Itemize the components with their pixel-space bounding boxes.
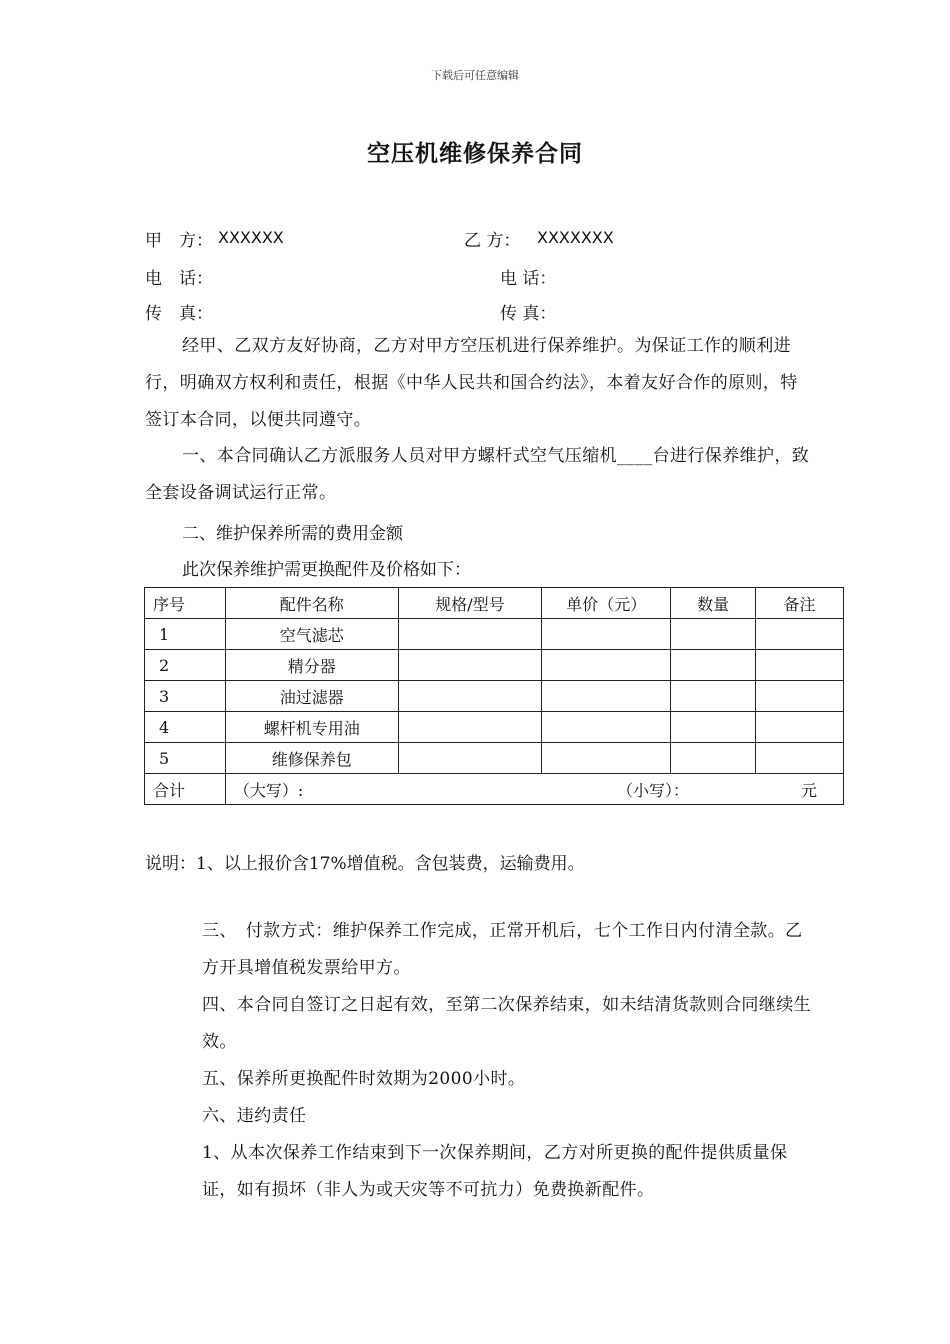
empty-cell	[542, 650, 671, 681]
clause-6-1: 1、从本次保养工作结束到下一次保养期间，乙方对所更换的配件提供质量保证，如有损坏（非人为或天灾等不可抗力）免费换新配件。	[202, 1143, 788, 1200]
party-a-label: 甲 方：	[145, 231, 213, 251]
empty-cell	[756, 650, 844, 681]
header-cell: 单价（元）	[542, 588, 671, 619]
header-cell: 序号	[145, 588, 226, 619]
part-name: 油过滤器	[225, 681, 398, 712]
party-a-value: XXXXXX	[218, 228, 284, 247]
empty-cell	[398, 650, 542, 681]
price-intro: 此次保养维护需更换配件及价格如下：	[182, 560, 471, 580]
clause-3: 三、 付款方式：维护保养工作完成，正常开机后，七个工作日内付清全款。乙方开具增值税发票给甲方。	[202, 921, 803, 978]
note-paragraph: 说明：1、以上报价含17%增值税。含包装费，运输费用。	[145, 854, 585, 874]
empty-cell	[671, 619, 756, 650]
table-row	[145, 619, 844, 650]
parts-table	[144, 587, 844, 805]
clause-1: 一、本合同确认乙方派服务人员对甲方螺杆式空气压缩机____台进行保养维护，致全套设备调试运行正常。	[145, 446, 810, 503]
table-total-row	[145, 774, 844, 805]
clause-5: 五、保养所更换配件时效期为2000小时。	[202, 1069, 526, 1089]
empty-cell	[542, 743, 671, 774]
row-number: 1	[145, 619, 226, 650]
total-lower-label: （小写）：	[616, 780, 689, 800]
part-name: 螺杆机专用油	[225, 712, 398, 743]
header-cell: 配件名称	[225, 588, 398, 619]
clause-6: 六、违约责任	[202, 1106, 307, 1126]
header-note: 下载后可任意编辑	[431, 69, 519, 82]
party-b-fax-label: 传 真：	[500, 304, 557, 324]
total-label: 合计	[145, 774, 226, 805]
table-row	[145, 743, 844, 774]
empty-cell	[542, 712, 671, 743]
row-number: 4	[145, 712, 226, 743]
empty-cell	[671, 743, 756, 774]
total-cell	[225, 774, 843, 805]
empty-cell	[398, 681, 542, 712]
empty-cell	[671, 681, 756, 712]
header-cell: 备注	[756, 588, 844, 619]
empty-cell	[542, 681, 671, 712]
row-number: 2	[145, 650, 226, 681]
clause-4: 四、本合同自签订之日起有效，至第二次保养结束，如未结清货款则合同继续生效。	[202, 995, 811, 1052]
empty-cell	[756, 743, 844, 774]
intro-paragraph: 经甲、乙双方友好协商，乙方对甲方空压机进行保养维护。为保证工作的顺利进行，明确双方权利和责任，根据《中华人民共和国合约法》，本着友好合作的原则，特签订本合同，以便共同遵守。	[145, 336, 798, 430]
header-cell: 数量	[671, 588, 756, 619]
party-b-value: XXXXXXX	[537, 228, 614, 247]
empty-cell	[542, 619, 671, 650]
part-name: 精分器	[225, 650, 398, 681]
clause-2: 二、维护保养所需的费用金额	[182, 524, 403, 544]
table-header-row	[145, 588, 844, 619]
empty-cell	[398, 712, 542, 743]
empty-cell	[398, 743, 542, 774]
party-b-phone-label: 电 话：	[500, 269, 557, 289]
row-number: 5	[145, 743, 226, 774]
empty-cell	[671, 650, 756, 681]
empty-cell	[398, 619, 542, 650]
page-title: 空压机维修保养合同	[367, 140, 583, 167]
table-row	[145, 650, 844, 681]
party-a-phone-label: 电 话：	[145, 269, 213, 289]
header-cell: 规格/型号	[398, 588, 542, 619]
empty-cell	[756, 681, 844, 712]
empty-cell	[756, 619, 844, 650]
table-row	[145, 681, 844, 712]
total-upper-label: （大写）:	[233, 780, 304, 800]
party-b-label: 乙 方：	[464, 231, 521, 251]
total-unit: 元	[800, 780, 817, 800]
table-row	[145, 712, 844, 743]
part-name: 空气滤芯	[225, 619, 398, 650]
empty-cell	[671, 712, 756, 743]
party-a-fax-label: 传 真：	[145, 304, 213, 324]
empty-cell	[756, 712, 844, 743]
row-number: 3	[145, 681, 226, 712]
part-name: 维修保养包	[225, 743, 398, 774]
